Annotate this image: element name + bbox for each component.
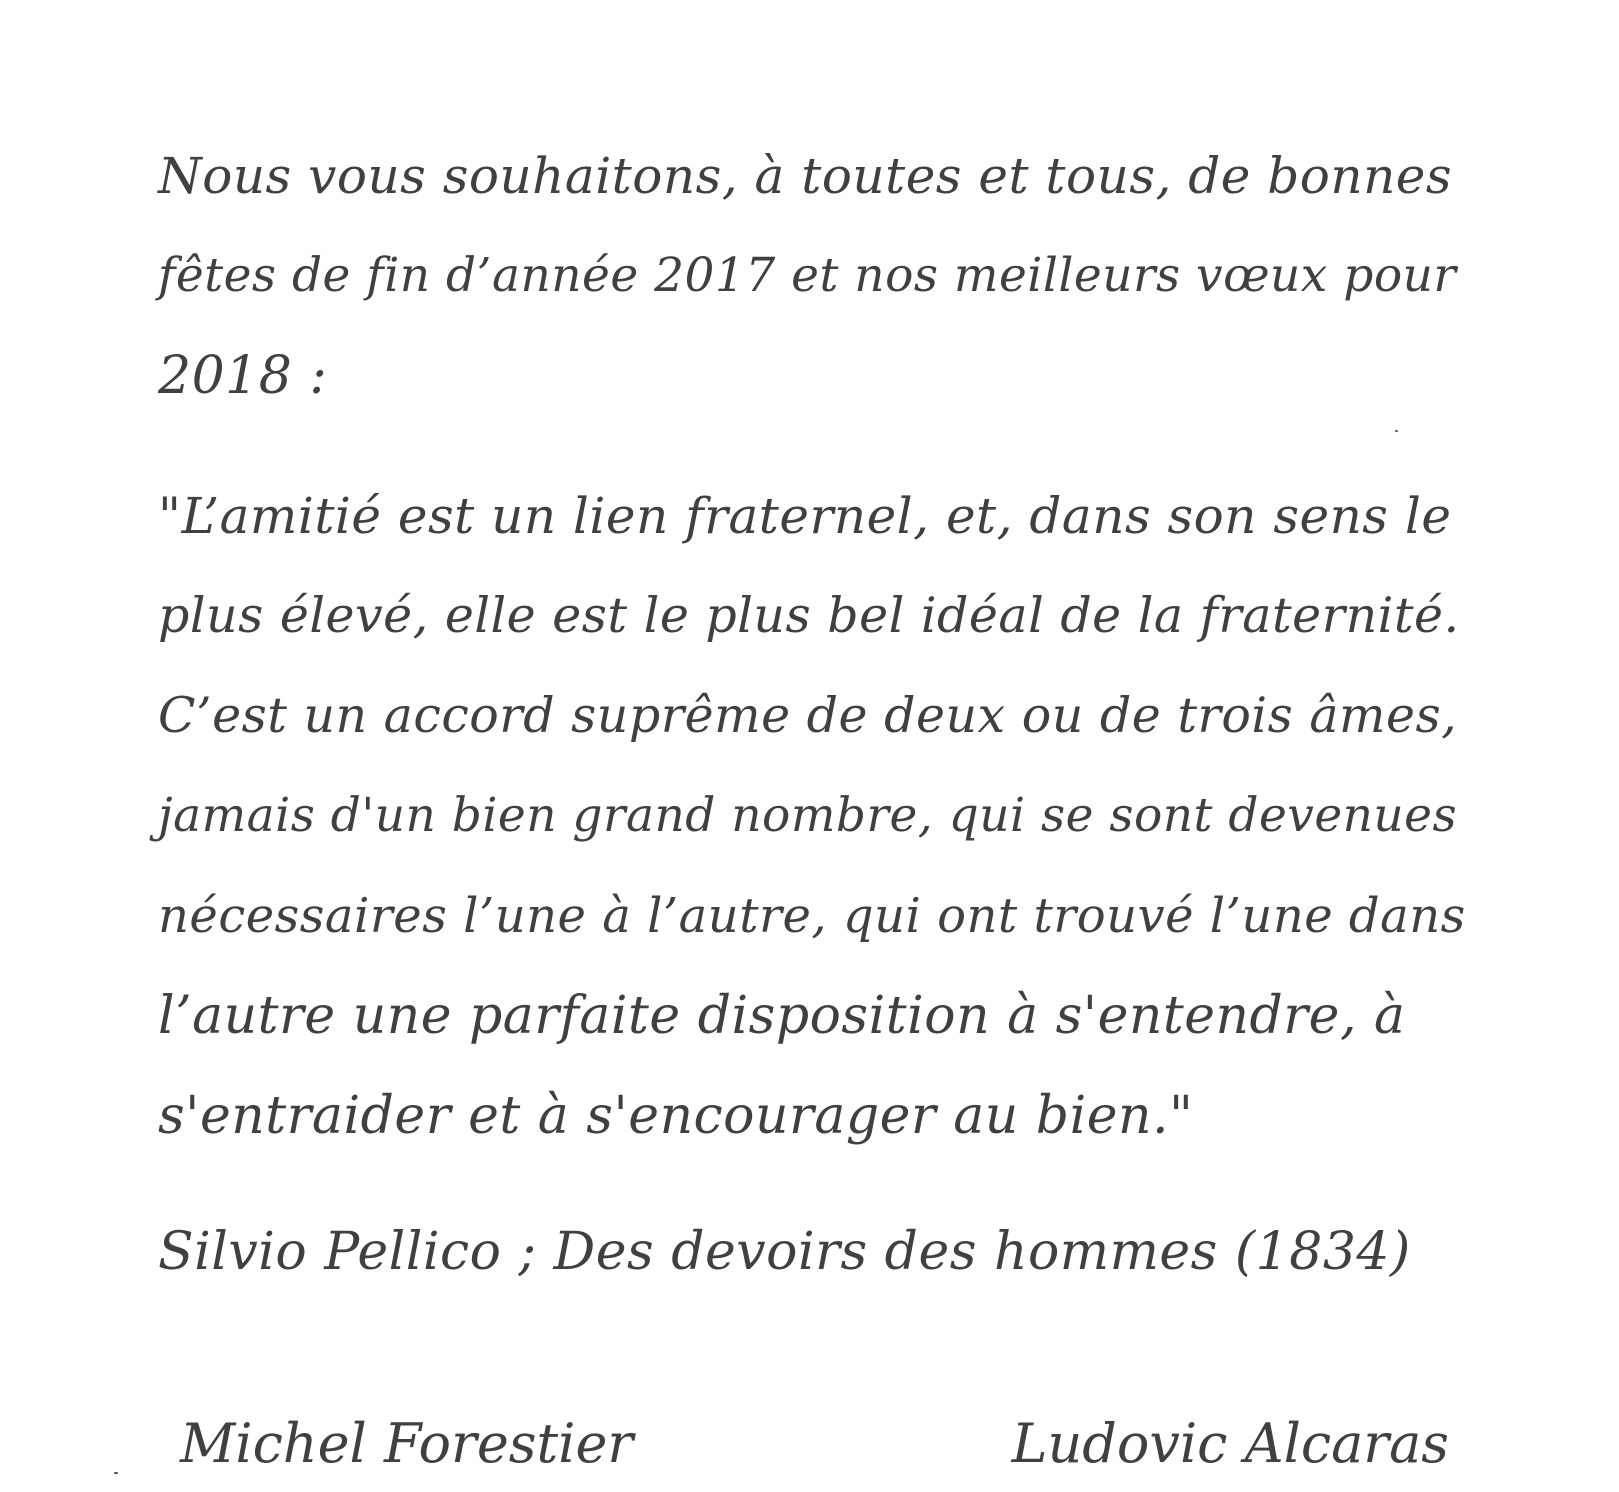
- signature-left: Michel Forestier: [180, 1412, 634, 1475]
- quote-attribution: Silvio Pellico ; Des devoirs des hommes (1834): [158, 1222, 1411, 1282]
- quote-line-3: C’est un accord suprême de deux ou de trois âmes,: [158, 687, 1458, 744]
- scan-speck: [1395, 430, 1398, 432]
- quote-line-4: jamais d'un bien grand nombre, qui se sont devenues: [158, 788, 1458, 843]
- signatures: [0, 1412, 1619, 1482]
- quote-line-7: s'entraider et à s'encourager au bien.": [158, 1086, 1194, 1146]
- signature-right: Ludovic Alcaras: [1011, 1412, 1449, 1475]
- scan-speck: [114, 1472, 118, 1474]
- quote-line-2: plus élevé, elle est le plus bel idéal de la fraternité.: [158, 587, 1460, 644]
- greeting-line-3: 2018 :: [158, 346, 328, 406]
- quote-line-5: nécessaires l’une à l’autre, qui ont trouvé l’une dans: [158, 888, 1466, 944]
- greeting-line-1: Nous vous souhaitons, à toutes et tous, de bonnes: [158, 147, 1453, 205]
- quote-line-6: l’autre une parfaite disposition à s'entendre, à: [158, 986, 1406, 1046]
- greeting-line-2: fêtes de fin d’année 2017 et nos meilleurs vœux pour: [158, 248, 1457, 303]
- quote-line-1: "L’amitié est un lien fraternel, et, dans son sens le: [158, 487, 1452, 545]
